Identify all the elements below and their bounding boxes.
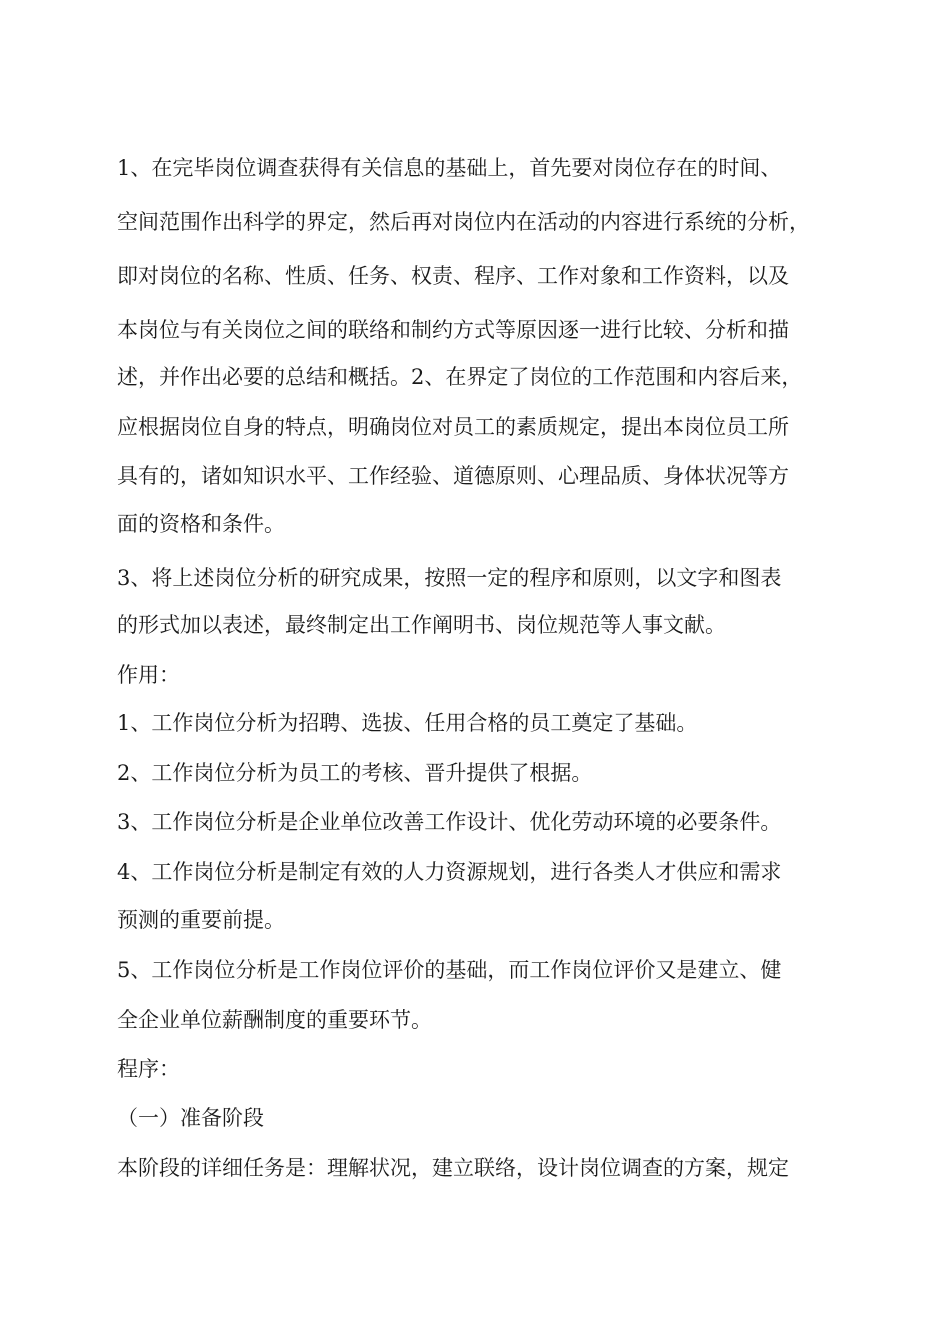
paragraph-line: 的形式加以表述，最终制定出工作阐明书、岗位规范等人事文献。 (117, 613, 726, 637)
paragraph-line: 面的资格和条件。 (117, 512, 285, 536)
paragraph-line: 具有的，诸如知识水平、工作经验、道德原则、心理品质、身体状况等方 (117, 464, 789, 488)
list-item: 2、工作岗位分析为员工的考核、晋升提供了根据。 (117, 761, 593, 785)
section-heading: 程序： (117, 1057, 180, 1081)
list-item: 5、工作岗位分析是工作岗位评价的基础，而工作岗位评价又是建立、健 (117, 958, 782, 982)
list-item-continuation: 全企业单位薪酬制度的重要环节。 (117, 1008, 432, 1032)
paragraph-line: 本阶段的详细任务是：理解状况，建立联络，设计岗位调查的方案，规定 (117, 1156, 789, 1180)
subsection-heading: （一）准备阶段 (117, 1106, 264, 1130)
section-heading: 作用： (117, 663, 180, 687)
paragraph-line: 述，并作出必要的总结和概括。2、在界定了岗位的工作范围和内容后来， (117, 365, 803, 389)
paragraph-line: 即对岗位的名称、性质、任务、权责、程序、工作对象和工作资料，以及 (117, 264, 789, 288)
list-item-continuation: 预测的重要前提。 (117, 908, 285, 932)
paragraph-line: 本岗位与有关岗位之间的联络和制约方式等原因逐一进行比较、分析和描 (117, 318, 789, 342)
paragraph-line: 3、将上述岗位分析的研究成果，按照一定的程序和原则，以文字和图表 (117, 566, 782, 590)
paragraph-line: 1、在完毕岗位调查获得有关信息的基础上，首先要对岗位存在的时间、 (117, 156, 782, 180)
paragraph-line: 应根据岗位自身的特点，明确岗位对员工的素质规定，提出本岗位员工所 (117, 415, 789, 439)
list-item: 4、工作岗位分析是制定有效的人力资源规划，进行各类人才供应和需求 (117, 860, 782, 884)
list-item: 1、工作岗位分析为招聘、选拔、任用合格的员工奠定了基础。 (117, 711, 698, 735)
paragraph-line: 空间范围作出科学的界定，然后再对岗位内在活动的内容进行系统的分析， (117, 210, 810, 234)
list-item: 3、工作岗位分析是企业单位改善工作设计、优化劳动环境的必要条件。 (117, 810, 782, 834)
